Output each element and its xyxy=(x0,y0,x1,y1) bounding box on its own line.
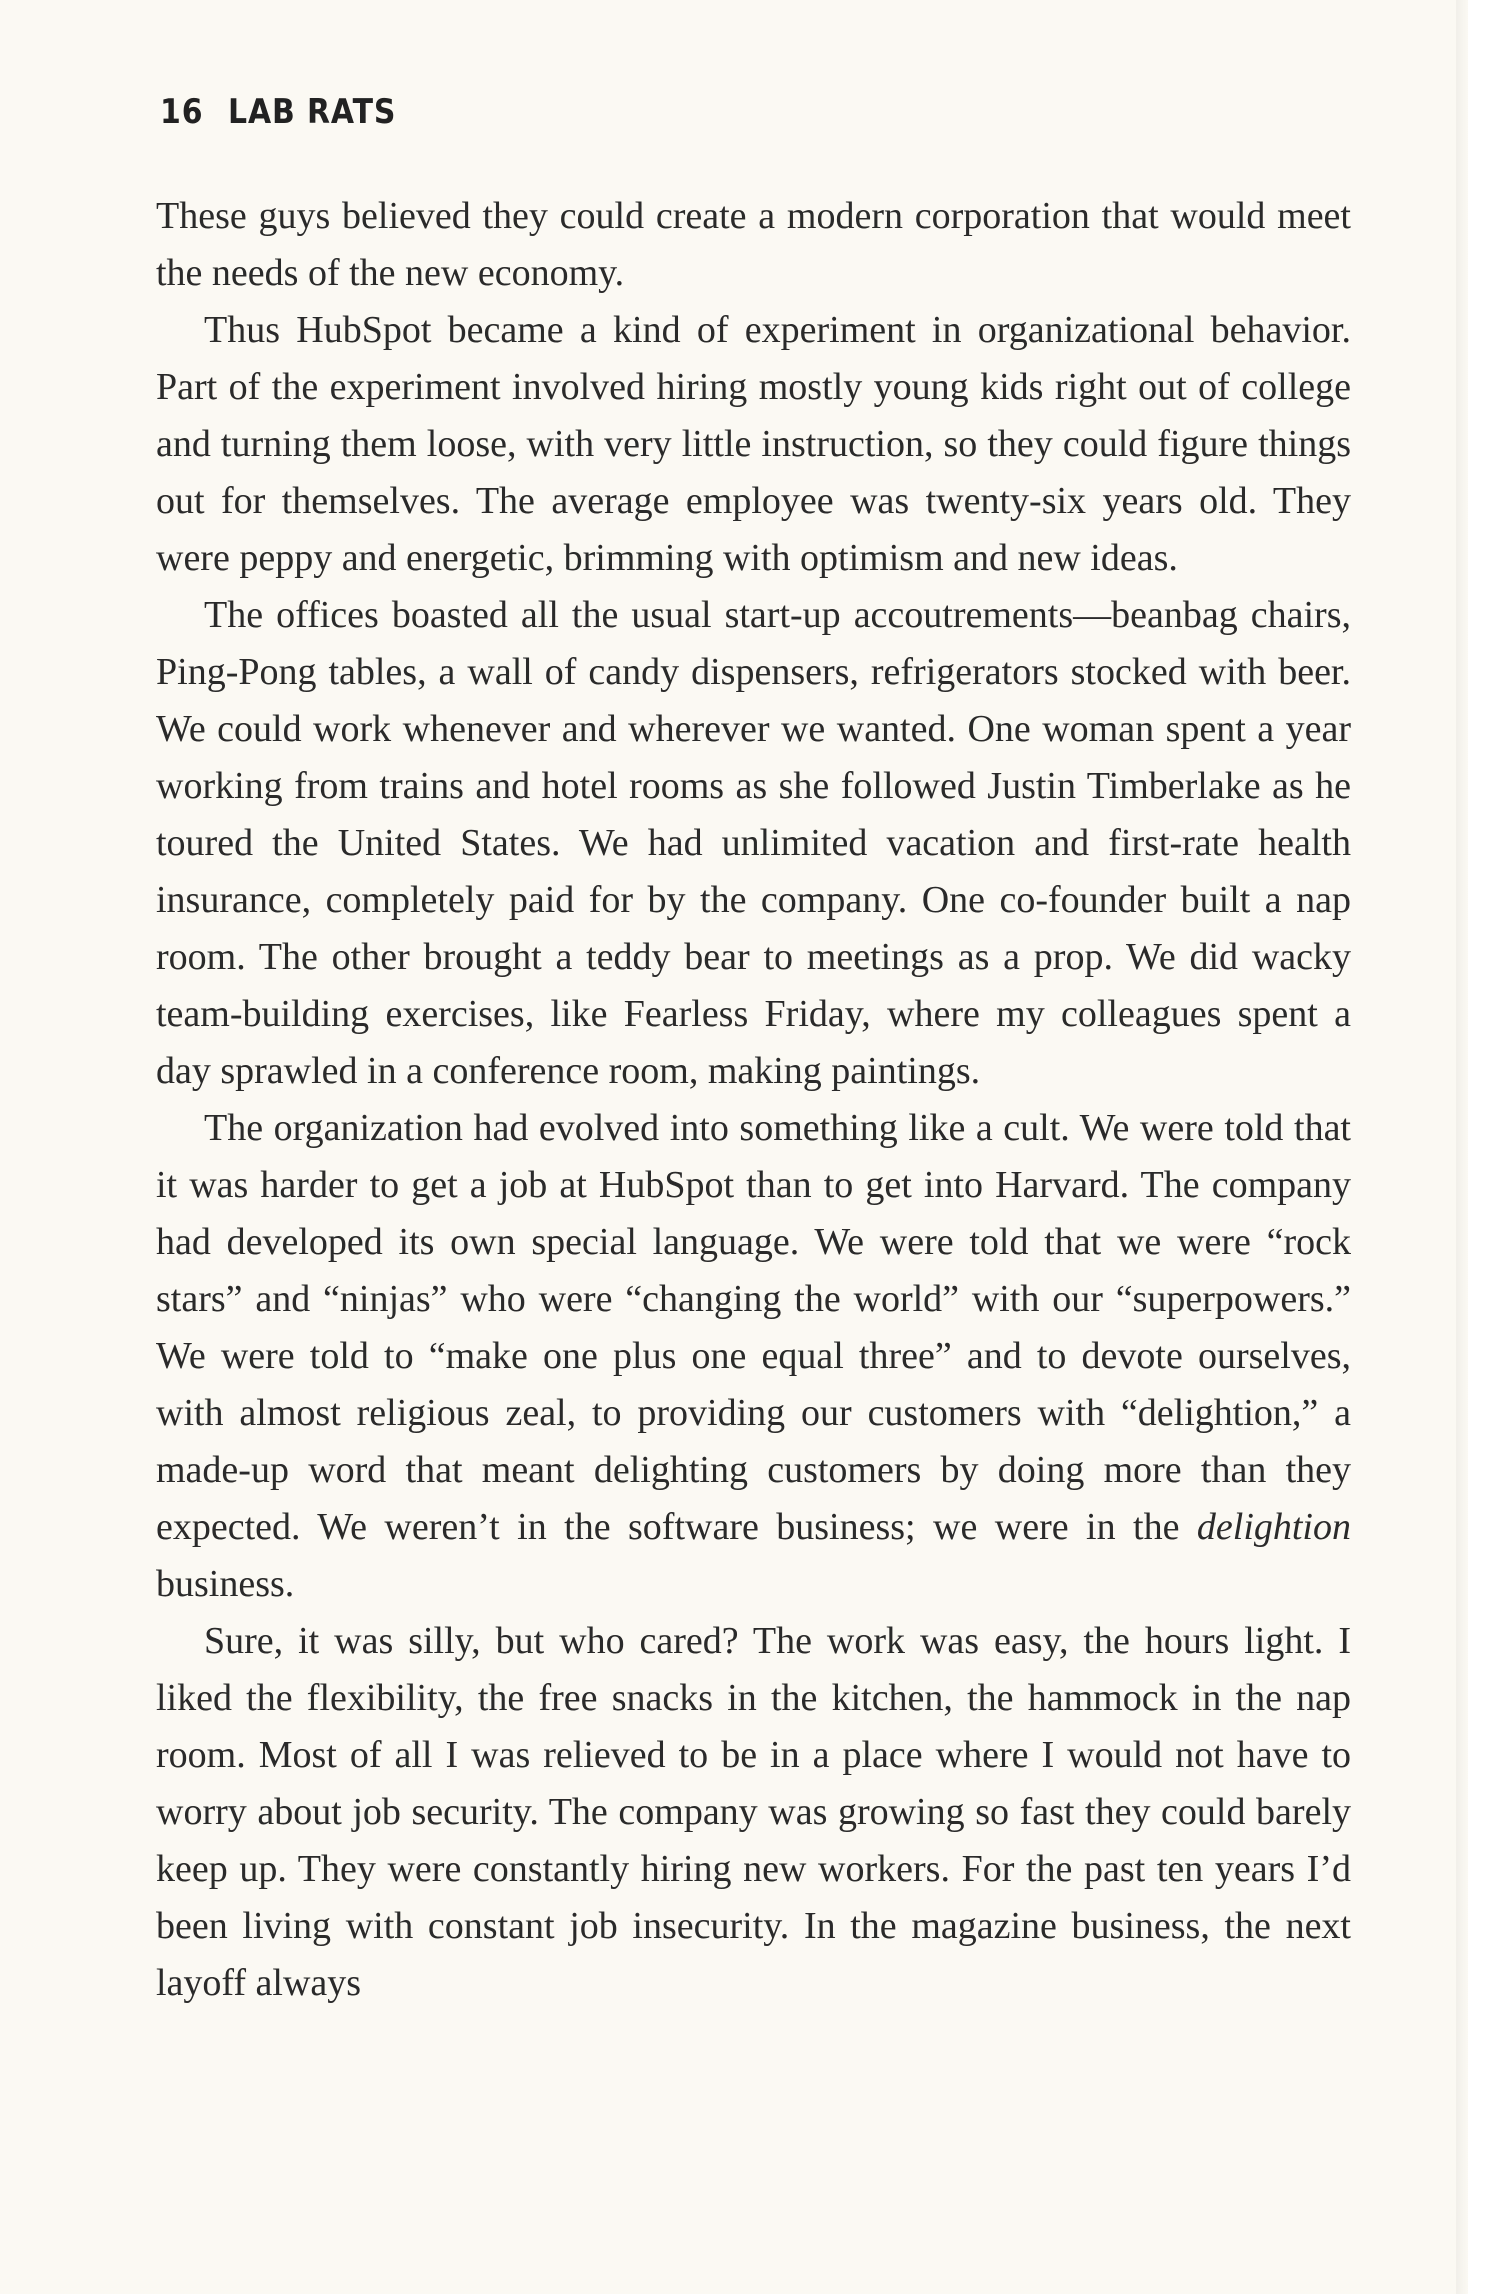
paragraph-5: Sure, it was silly, but who cared? The work was easy, the hours light. I liked the flexibility, the free snacks in the kitchen, the hammock in the nap room. Most of all I was relieved to be in a place where I would not have to worry about job security. The company was growing so fast they could barely keep up. They were constantly hiring new workers. For the past ten years I’d been living with constant job insecurity. In the magazine business, the next layoff always xyxy=(156,1620,1351,2004)
paragraph-4-emphasis: delightion xyxy=(1196,1506,1351,1548)
paragraph-4 xyxy=(156,1100,1351,1613)
paragraph-4-text: The organization had evolved into something like a cult. We were told that it was harder to get a job at HubSpot than to get into Harvard. The company had developed its own special language. We were told that we were “rock stars” and “ninjas” who were “changing the world” with our “superpowers.” We were told to “make one plus one equal three” and to devote ourselves, with almost religious zeal, to providing our customers with “delightion,” a made-up word that meant delighting customers by doing more than they expected. We weren’t in the software business; we were in the xyxy=(156,1107,1351,1548)
page-edge xyxy=(1456,0,1468,2294)
running-head xyxy=(160,92,396,132)
paragraph-1: These guys believed they could create a modern corporation that would meet the needs of the new economy. xyxy=(156,195,1351,294)
body-text xyxy=(156,188,1351,2012)
running-title: LAB RATS xyxy=(228,92,397,132)
page-number: 16 xyxy=(160,92,204,132)
paragraph-2: Thus HubSpot became a kind of experiment in organizational behavior. Part of the experiment involved hiring mostly young kids right out of college and turning them loose, with very little instruction, so they could figure things out for themselves. The average employee was twenty-six years old. They were peppy and energetic, brimming with optimism and new ideas. xyxy=(156,309,1351,579)
paragraph-4-tail: business. xyxy=(156,1563,295,1605)
paragraph-3: The offices boasted all the usual start-up accoutrements—beanbag chairs, Ping-Pong tables, a wall of candy dispensers, refrigerators stocked with beer. We could work whenever and wherever we wanted. One woman spent a year working from trains and hotel rooms as she followed Justin Timberlake as he toured the United States. We had unlimited vacation and first-rate health insurance, completely paid for by the company. One co-founder built a nap room. The other brought a teddy bear to meetings as a prop. We did wacky team-building exercises, like Fearless Friday, where my colleagues spent a day sprawled in a conference room, making paintings. xyxy=(156,594,1351,1092)
